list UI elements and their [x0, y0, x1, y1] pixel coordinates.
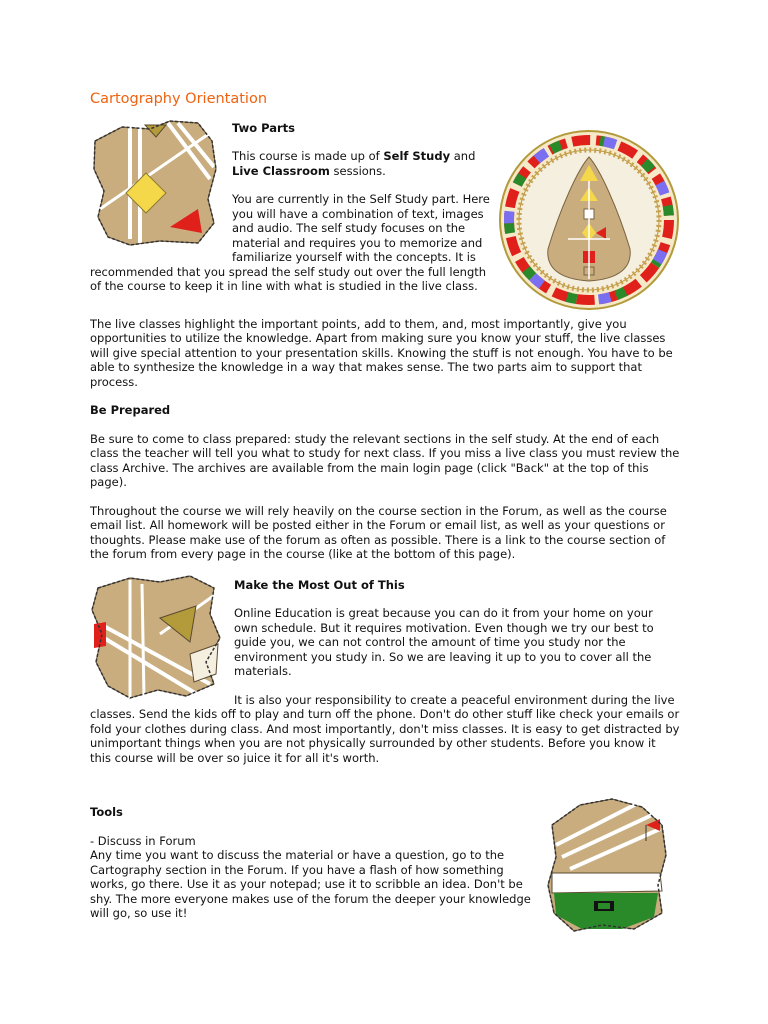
map-fragment-image-1 [90, 119, 220, 247]
tools-item-label: - Discuss in Forum [90, 833, 196, 848]
bodygraph-wheel-image [498, 129, 680, 311]
document-page [90, 92, 680, 941]
tools-forum-paragraph: Any time you want to discuss the material or have a question, go to the Cartography section in the Forum. If you have a flash of how something works, go there. Use it as your notepad; use it to scribble an idea. Don't be shy. The more everyone makes use of the forum the deeper your knowledge will go, so use it! [90, 848, 531, 920]
section-heading-make-most: Make the Most Out of This [234, 577, 405, 592]
live-classroom-emphasis: Live Classroom [232, 163, 330, 178]
self-study-paragraph: You are currently in the Self Study part. Here you will have a combination of text, images and audio. The self study focuses on the material and requires you to memorize and familiarize yourself with the concepts. It is recommended that you spread the self study out over the full length of the course to keep it in line with what is studied in the live class. [90, 192, 490, 293]
intro-text-a: This course is made up of [232, 149, 384, 163]
section-heading-tools: Tools [90, 805, 123, 819]
intro-text-c: and [450, 149, 476, 163]
make-most-paragraph-2: It is also your responsibility to create a peaceful environment during the live classes. Send the kids off to play and turn off the phone. Don't do other stuff like check your emails or fold your clothes during class. And most importantly, don't miss classes. It is easy to get distracted by unimportant things when you are not physically surrounded by other students. Before you know it this course will be over so juice it for all it's worth. [90, 692, 680, 765]
intro-text-e: sessions. [329, 163, 386, 178]
be-prepared-paragraph-2: Throughout the course we will rely heavily on the course section in the Forum, as well as the course email list. All homework will be posted either in the Forum or email list, as well as your questions or thoughts. Please make use of the forum as often as possible. There is a link to the course section of the forum from every page in the course (like at the bottom of this page). [90, 503, 667, 561]
map-fragment-image-3 [542, 795, 670, 935]
self-study-emphasis: Self Study [383, 149, 451, 163]
be-prepared-paragraph-1: Be sure to come to class prepared: study the relevant sections in the self study. At the end of each class the teacher will tell you what to study for next class. If you miss a live class you must review the class Archive. The archives are available from the main login page (click "Back" at the top of this page). [90, 431, 680, 489]
page-title: Cartography Orientation [90, 91, 268, 107]
section-heading-be-prepared: Be Prepared [90, 403, 171, 417]
map-fragment-image-2 [90, 574, 222, 700]
make-most-paragraph-1: Online Education is great because you can do it from your home on your own schedule. But it requires motivation. Even though we try our best to guide you, we can not control the amount of time you study nor the environment you study in. So we are leaving it up to you to cover all the materials. [234, 606, 654, 678]
live-classes-paragraph: The live classes highlight the important points, add to them, and, most importantly, give you opportunities to utilize the knowledge. Apart from making sure you know your stuff, the live classes will give special attention to your presentation skills. Knowing the stuff is not enough. You have to be able to synthesize the knowledge in a way that makes sense. The two parts aim to support that process. [90, 316, 673, 389]
section-heading-two-parts: Two Parts [232, 120, 296, 135]
